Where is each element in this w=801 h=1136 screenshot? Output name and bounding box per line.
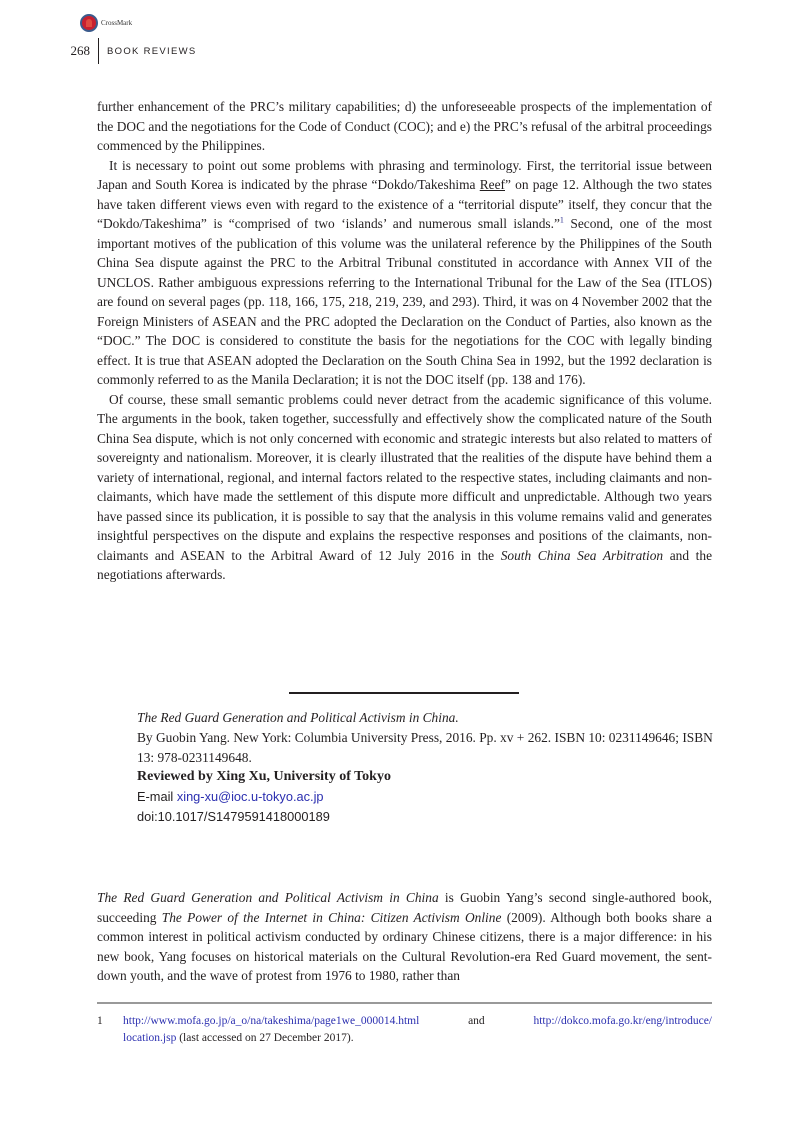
book-info bbox=[137, 708, 713, 827]
footnote-suffix: (last accessed on 27 December 2017). bbox=[176, 1032, 354, 1044]
review-1-body bbox=[97, 97, 712, 585]
email-label: E-mail bbox=[137, 789, 177, 805]
crossmark-badge[interactable] bbox=[80, 12, 132, 34]
doi: doi:10.1017/S1479591418000189 bbox=[137, 808, 330, 824]
crossmark-label: CrossMark bbox=[101, 19, 133, 27]
footnote-number: 1 bbox=[97, 1015, 103, 1027]
page-number: 268 bbox=[70, 43, 90, 58]
footnote-connector: and bbox=[468, 1015, 485, 1027]
italic-title: South China Sea Arbitration bbox=[500, 547, 664, 563]
publication-details: By Guobin Yang. New York: Columbia University Press, 2016. Pp. xv + 262. ISBN 10: 0231149646; ISBN 13: 978-0231149648. bbox=[137, 729, 713, 765]
section-name: BOOK REVIEWS bbox=[107, 45, 197, 57]
email-line bbox=[137, 787, 713, 807]
paragraph bbox=[97, 390, 712, 585]
text-run: and the negotiations afterwards. bbox=[97, 547, 713, 582]
footnote-link-mofa-kr[interactable]: http://dokco.mofa.go.kr/eng/introduce/ bbox=[533, 1015, 712, 1027]
paragraph bbox=[97, 97, 712, 156]
footnote bbox=[97, 1013, 712, 1047]
paragraph bbox=[97, 156, 712, 390]
text-run: is Guobin Yang’s second single-authored book, succeeding bbox=[97, 890, 712, 925]
running-head bbox=[60, 38, 197, 64]
footnote-rule bbox=[97, 1002, 712, 1004]
crossmark-icon bbox=[80, 14, 98, 32]
email-link[interactable]: xing-xu@ioc.u-tokyo.ac.jp bbox=[176, 789, 324, 805]
text-run: (2009). Although both books share a common interest in political activism conducted by ordinary Chinese citizens, there is a major difference: in his new book, Yang focuses on historical materials on the Cultural Revolution-era Red Guard movement, the sent-down youth, and the wave of protest from 1976 to 1980, rather than bbox=[97, 909, 712, 983]
text-run: ” on page 12. Although the two states have taken different views even with regard to the existence of a “territorial dispute” itself, they concur that the “Dokdo/Takeshima” is “comprised of two ‘islands’ and numerous small islands.” bbox=[97, 177, 712, 231]
paragraph bbox=[97, 888, 712, 986]
footnote-link-mofa-kr-cont[interactable]: location.jsp bbox=[123, 1032, 177, 1044]
review-2-body bbox=[97, 888, 712, 986]
underlined-term: Reef bbox=[479, 177, 505, 192]
italic-title: The Power of the Internet in China: Citizen Activism Online bbox=[161, 909, 502, 925]
book-title: The Red Guard Generation and Political Activism in China. bbox=[137, 710, 459, 725]
italic-title: The Red Guard Generation and Political Activism in China bbox=[97, 890, 439, 905]
text-run: Of course, these small semantic problems could never detract from the academic significance of this volume. The arguments in the book, taken together, successfully and effectively show the complicated nature of the South China Sea dispute, which is not only concerned with economic and strategic interests but also related to matters of sovereignty and nationalism. Moreover, it is clearly illustrated that the realities of the dispute have behind them a variety of international, regional, and internal factors related to the respective states, including claimants and non-claimants, which have made the settlement of this dispute more difficult and unpredictable. Although two years have passed since its publication, it is possible to say that the analysis in this volume remains valid and generates insightful perspectives on the dispute and explains the respective responses and positions of the claimants, non-claimants and ASEAN to the Arbitral Award of 12 July 2016 in the bbox=[97, 391, 712, 563]
text-run: Second, one of the most important motives of the publication of this volume was the unilateral reference by the Philippines of the South China Sea dispute against the PRC to the Arbitral Tribunal constituted in accordance with Annex VII of the UNCLOS. Rather ambiguous expressions referring to the International Tribunal for the Law of the Sea (ITLOS) are found on several pages (pp. 118, 166, 175, 218, 219, 239, and 293). Third, it was on 4 November 2002 that the Foreign Ministers of ASEAN and the PRC adopted the Declaration on the Conduct of Parties, also known as the “DOC.” The DOC is considered to constitute the basis for the negotiations for the COC with legally binding effect. It is true that ASEAN adopted the Declaration on the South China Sea in 1992, but the 1992 declaration is commonly referred to as the Manila Declaration; it is not the DOC itself (pp. 138 and 176). bbox=[97, 216, 712, 387]
footnote-link-mofa-jp[interactable]: http://www.mofa.go.jp/a_o/na/takeshima/page1we_000014.html bbox=[123, 1015, 420, 1027]
reviewer-line: Reviewed by Xing Xu, University of Tokyo bbox=[137, 769, 391, 785]
text-run: It is necessary to point out some problems with phrasing and terminology. First, the territorial issue between Japan and South Korea is indicated by the phrase “Dokdo/Takeshima bbox=[97, 157, 712, 192]
footnote-reference[interactable]: 1 bbox=[559, 215, 564, 225]
review-divider bbox=[289, 692, 519, 694]
text-run: further enhancement of the PRC’s military capabilities; d) the unforeseeable prospects of the implementation of the DOC and the negotiations for the Code of Conduct (COC); and e) the PRC’s refusal of the arbitral proceedings commenced by the Philippines. bbox=[97, 99, 712, 153]
